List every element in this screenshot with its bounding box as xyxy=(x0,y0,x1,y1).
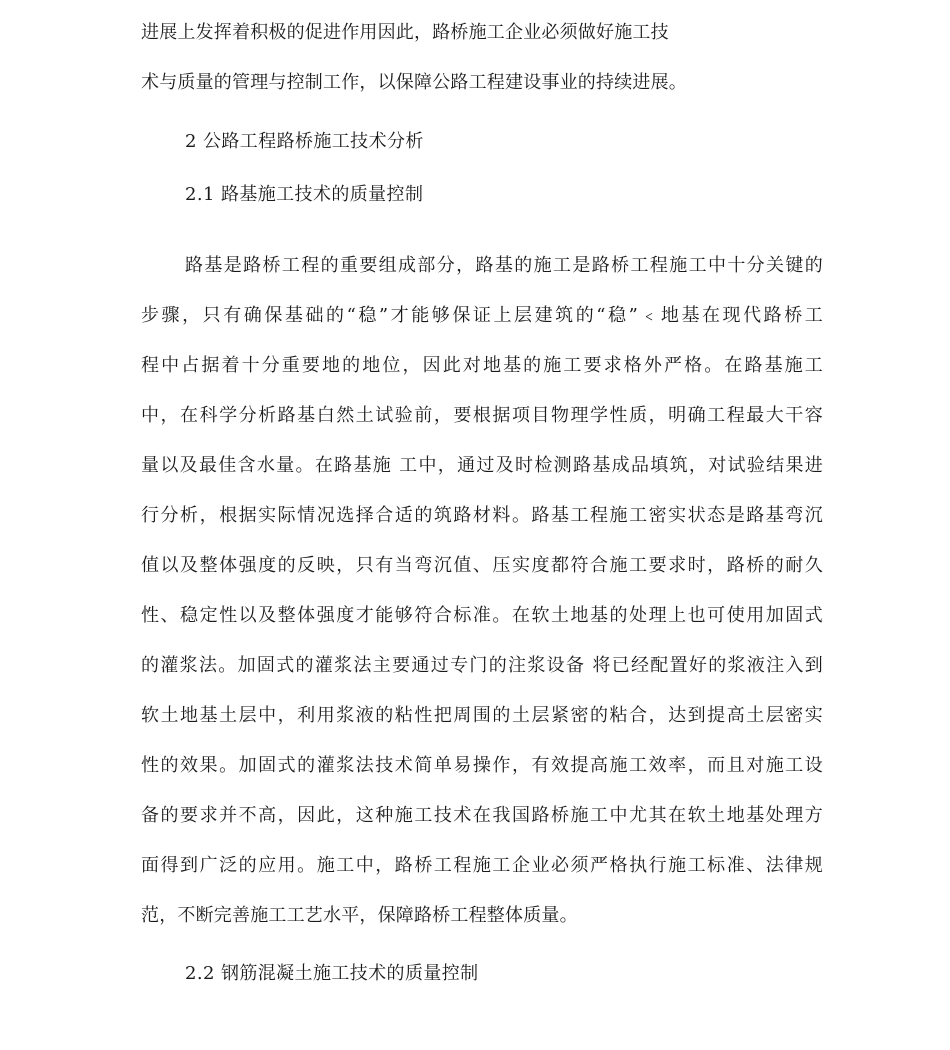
section-heading-2-2: 2.2 钢筋混凝土施工技术的质量控制 xyxy=(185,963,479,984)
paragraph-line: 量以及最佳含水量。在路基施 工中，通过及时检测路基成品填筑，对试验结果进 xyxy=(141,455,823,476)
paragraph-line: 行分析，根据实际情况选择合适的筑路材料。路基工程施工密实状态是路基弯沉 xyxy=(141,505,823,526)
paragraph-line: 软土地基土层中，利用浆液的粘性把周围的土层紧密的粘合，达到提高土层密实 xyxy=(141,705,823,726)
paragraph-line: 性的效果。加固式的灌浆法技术简单易操作，有效提高施工效率，而且对施工设 xyxy=(141,755,823,776)
section-heading-2-1: 2.1 路基施工技术的质量控制 xyxy=(185,184,424,205)
section-heading-2: 2 公路工程路桥施工技术分析 xyxy=(185,131,424,152)
text-line: 进展上发挥着积极的促进作用因此，路桥施工企业必须做好施工技 xyxy=(141,22,669,43)
paragraph-line: 中，在科学分析路基白然土试验前，要根据项目物理学性质，明确工程最大干容 xyxy=(141,405,823,426)
paragraph-line: 性、稳定性以及整体强度才能够符合标准。在软土地基的处理上也可使用加固式 xyxy=(141,605,823,626)
paragraph-line: 面得到广泛的应用。施工中，路桥工程施工企业必须严格执行施工标准、法律规 xyxy=(141,855,823,876)
paragraph-line: 范，不断完善施工工艺水平，保障路桥工程整体质量。 xyxy=(141,905,578,926)
paragraph-line: 备的要求并不高，因此，这种施工技术在我国路桥施工中尤其在软土地基处理方 xyxy=(141,805,823,826)
paragraph-line: 步骤，只有确保基础的“稳”才能够保证上层建筑的“稳”﹤地基在现代路桥工 xyxy=(141,305,823,326)
paragraph-line: 路基是路桥工程的重要组成部分，路基的施工是路桥工程施工中十分关键的 xyxy=(185,255,823,276)
paragraph-line: 程中占据着十分重要地的地位，因此对地基的施工要求格外严格。在路基施工 xyxy=(141,355,823,376)
paragraph-line: 的灌浆法。加固式的灌浆法主要通过专门的注浆设备 将已经配置好的浆液注入到 xyxy=(141,655,823,676)
text-line: 术与质量的管理与控制工作，以保障公路工程建设事业的持续进展。 xyxy=(141,72,687,93)
paragraph-line: 值以及整体强度的反映，只有当弯沉值、压实度都符合施工要求时，路桥的耐久 xyxy=(141,555,823,576)
